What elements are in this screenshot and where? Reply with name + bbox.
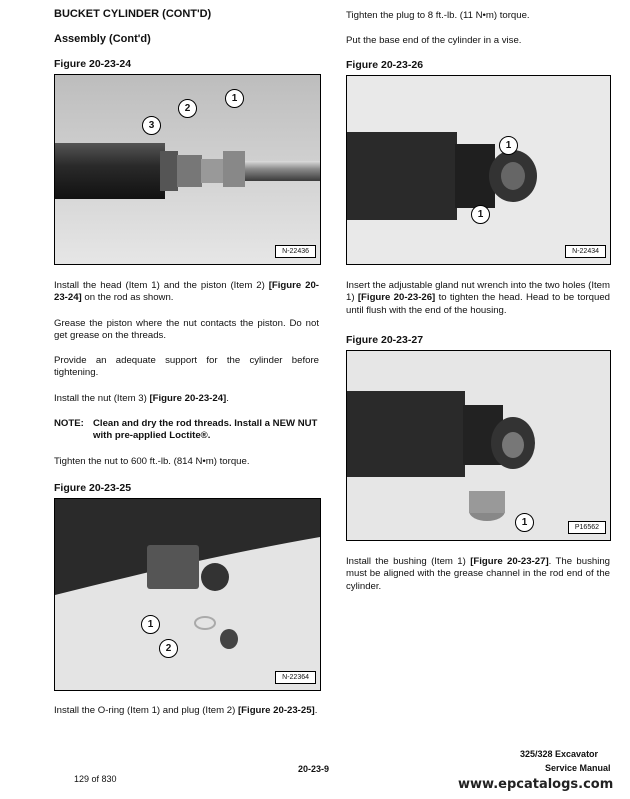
paragraph-grease: Grease the piston where the nut contacts the piston. Do not get grease on the threads. xyxy=(54,318,319,342)
callout-1: 1 xyxy=(225,89,244,108)
callout-1: 1 xyxy=(141,615,160,634)
model-name: 325/328 Excavator xyxy=(520,749,599,759)
figure-26-code: N-22434 xyxy=(565,245,606,258)
paragraph-tighten-plug: Tighten the plug to 8 ft.-lb. (11 N•m) torque. xyxy=(346,10,530,21)
page-counter: 129 of 830 xyxy=(74,774,117,784)
page-number: 20-23-9 xyxy=(298,764,330,774)
callout-1: 1 xyxy=(499,136,518,155)
cylinder-head-illustration xyxy=(347,76,610,264)
subsection-heading: Assembly (Cont'd) xyxy=(54,33,151,45)
figure-ref[interactable]: [Figure 20-23-26] xyxy=(357,292,436,304)
callout-1: 1 xyxy=(515,513,534,532)
figure-25-title: Figure 20-23-25 xyxy=(54,482,132,494)
paragraph-install-nut: Install the nut (Item 3) [Figure 20-23-24]. xyxy=(54,393,229,404)
figure-ref[interactable]: [Figure 20-23-25] xyxy=(237,705,315,716)
figure-ref[interactable]: [Figure 20-23-24] xyxy=(149,393,227,404)
paragraph-support: Provide an adequate support for the cylinder before tightening. xyxy=(54,355,319,379)
plug-oring-illustration xyxy=(55,499,320,690)
figure-27-title: Figure 20-23-27 xyxy=(346,334,424,346)
paragraph-vise: Put the base end of the cylinder in a vise. xyxy=(346,35,522,46)
figure-24-code: N-22436 xyxy=(275,245,316,258)
note-text: Clean and dry the rod threads. Install a NEW NUT with pre-applied Loctite®. xyxy=(93,418,318,442)
bushing-illustration xyxy=(347,351,610,540)
paragraph-torque-nut: Tighten the nut to 600 ft.-lb. (814 N•m) torque. xyxy=(54,456,250,467)
paragraph-install-oring: Install the O-ring (Item 1) and plug (Item 2) [Figure 20-23-25]. xyxy=(54,705,318,716)
callout-2: 2 xyxy=(159,639,178,658)
figure-27-photo xyxy=(346,350,611,541)
callout-2: 2 xyxy=(178,99,197,118)
section-heading: BUCKET CYLINDER (CONT'D) xyxy=(54,8,212,20)
note-label: NOTE: xyxy=(54,418,84,429)
paragraph-install-head: Install the head (Item 1) and the piston (Item 2) [Figure 20-23-24] on the rod as shown. xyxy=(54,280,320,304)
figure-24-photo xyxy=(54,74,321,265)
figure-27-code: P16562 xyxy=(568,521,606,534)
callout-3: 3 xyxy=(142,116,161,135)
paragraph-gland-wrench: Insert the adjustable gland nut wrench into the two holes (Item 1) [Figure 20-23-26] to tighten the head. Head to be torqued until flush with the end of the housing. xyxy=(346,280,610,316)
callout-1-lower: 1 xyxy=(471,205,490,224)
figure-26-photo xyxy=(346,75,611,265)
paragraph-install-bushing: Install the bushing (Item 1) [Figure 20-23-27]. The bushing must be aligned with the grease channel in the rod end of the cylinder. xyxy=(346,556,610,592)
figure-ref[interactable]: [Figure 20-23-24] xyxy=(54,280,320,304)
figure-25-photo xyxy=(54,498,321,691)
figure-26-title: Figure 20-23-26 xyxy=(346,59,424,71)
watermark: www.epcatalogs.com xyxy=(458,777,614,792)
figure-ref[interactable]: [Figure 20-23-27] xyxy=(470,556,549,567)
figure-25-code: N-22364 xyxy=(275,671,316,684)
manual-name: Service Manual xyxy=(545,763,611,773)
figure-24-title: Figure 20-23-24 xyxy=(54,58,132,70)
